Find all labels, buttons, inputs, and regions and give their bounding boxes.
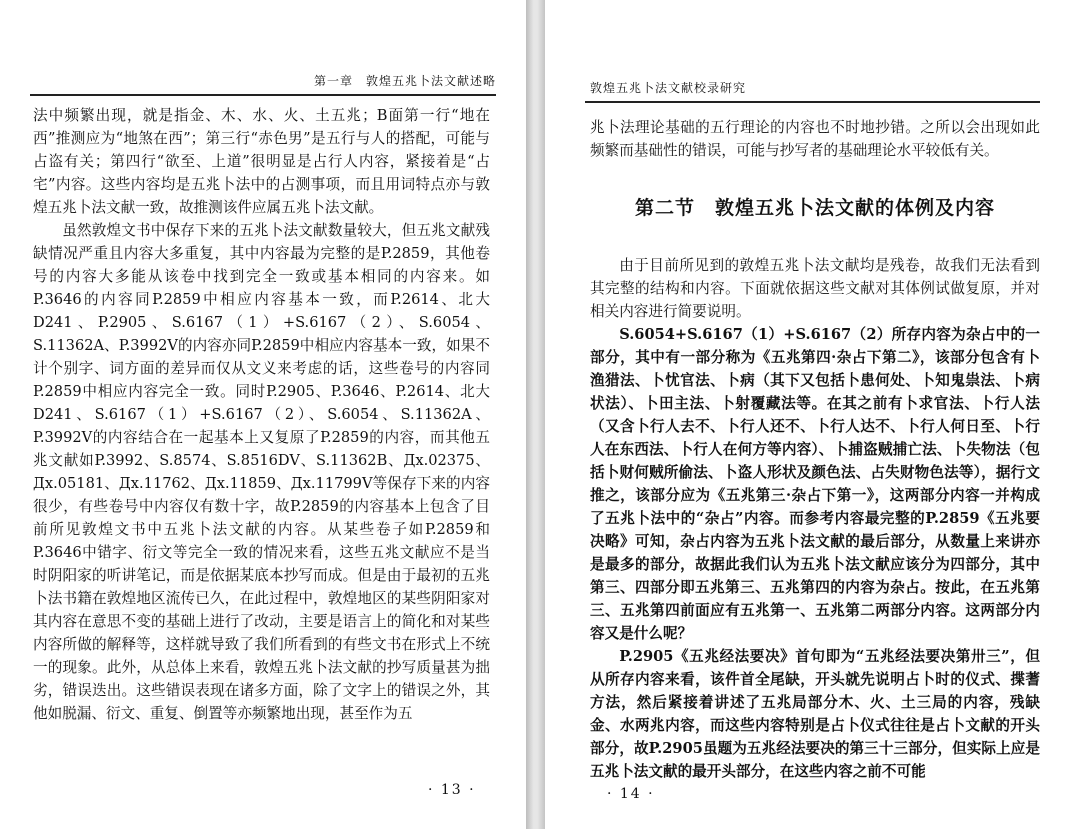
left-body-text [33,104,490,725]
left-page-number: · 13 · [428,782,476,798]
right-intro-text [590,116,1040,162]
right-header-rule [585,101,1040,103]
right-body-text [590,254,1040,783]
right-paragraph-3: P.2905《五兆经法要决》首句即为“五兆经法要决第卅三”，但从所存内容来看，该件首全尾缺，开头就先说明占卜时的仪式、揲蓍方法，然后紧接着讲述了五兆局部分木、火、土三局的内容，残缺金、水两兆内容，而这些内容特别是占卜仪式往往是占卜文献的开头部分，故P.2905虽题为五兆经法要决的第三十三部分，但实际上应是五兆卜法文献的最开头部分，在这些内容之前不可能 [590,648,1040,780]
left-paragraph-2: 虽然敦煌文书中保存下来的五兆卜法文献数量较大，但五兆文献残缺情况严重且内容大多重复，其中内容最为完整的是P.2859，其他卷号的内容大多能从该卷中找到完全一致或基本相同的内容来。如P.3646的内容同P.2859中相应内容基本一致，而P.2614、北大D241、P.2905、S.6167（1）+S.6167（2）、S.6054、S.11362A、P.3992V的内容亦同P.2859中相应内容基本一致，如果不计个别字、词方面的差异而仅从文义来考虑的话，这些卷号的内容同P.2859中相应内容完全一致。同时P.2905、P.3646、P.2614、北大D241、S.6167（1）+S.6167（2）、S.6054、S.11362A、P.3992V的内容结合在一起基本上又复原了P.2859的内容，而其他五兆文献如P.3992、S.8574、S.8516DV、S.11362B、Дx.02375、Дx.05181、Дx.11762、Дx.11859、Дx.11799V等保存下来的内容很少，有些卷号中内容仅有数十字，故P.2859的内容基本上包含了目前所见敦煌文书中五兆卜法文献的内容。从某些卷子如P.2859和P.3646中错字、衍文等完全一致的情况来看，这些五兆文献应不是当时阴阳家的听讲笔记，而是依据某底本抄写而成。但是由于最初的五兆卜法书籍在敦煌地区流传已久，在此过程中，敦煌地区的某些阴阳家对其内容在意思不变的基础上进行了改动，主要是语言上的简化和对某些内容所做的解释等，这样就导致了我们所看到的有些文书在形式上不统一的现象。此外，从总体上来看，敦煌五兆卜法文献的抄写质量甚为拙劣，错误迭出。这些错误表现在诸多方面，除了文字上的错误之外，其他如脱漏、衍文、重复、倒置等亦频繁地出现，甚至作为五 [33,222,490,722]
left-running-header: 第一章 敦煌五兆卜法文献述略 [313,74,496,88]
right-paragraph-1: 由于目前所见到的敦煌五兆卜法文献均是残卷，故我们无法看到其完整的结构和内容。下面就依据这些文献对其体例试做复原，并对相关内容进行简要说明。 [590,257,1040,320]
right-page [545,0,1073,829]
page-gutter [526,0,545,829]
left-page [0,0,526,829]
right-running-header: 敦煌五兆卜法文献校录研究 [590,81,747,95]
right-intro-paragraph: 兆卜法理论基础的五行理论的内容也不时地抄错。之所以会出现如此频繁而基础性的错误，可能与抄写者的基础理论水平较低有关。 [590,119,1040,159]
left-header-rule [30,94,496,96]
right-page-number: · 14 · [607,786,655,802]
right-paragraph-2: S.6054+S.6167（1）+S.6167（2）所存内容为杂占中的一部分，其中有一部分称为《五兆第四·杂占下第二》，该部分包含有卜渔猎法、卜忧官法、卜病（其下又包括卜患何处、卜知鬼祟法、卜病状法）、卜田主法、卜射覆藏法等。在其之前有卜求官法、卜行人法（又含卜行人去不、卜行人还不、卜行人达不、卜行人何日至、卜行人在东西法、卜行人在何方等内容）、卜捕盗贼捕亡法、卜失物法（包括卜财何贼所偷法、卜盗人形状及颜色法、占失财物色法等），据行文推之，该部分应为《五兆第三·杂占下第一》，这两部分内容一并构成了五兆卜法中的“杂占”内容。而参考内容最完整的P.2859《五兆要决略》可知，杂占内容为五兆卜法文献的最后部分，从数量上来讲亦是最多的部分，故据此我们认为五兆卜法文献应该分为四部分，其中第三、四部分即五兆第三、五兆第四的内容为杂占。按此，在五兆第三、五兆第四前面应有五兆第一、五兆第二两部分内容。这两部分内容又是什么呢？ [590,326,1040,642]
section-title: 第二节 敦煌五兆卜法文献的体例及内容 [634,197,995,219]
left-paragraph-1: 法中频繁出现，就是指金、木、水、火、土五兆；B面第一行“地在西”推测应为“地煞在西”；第三行“赤色男”是五行与人的搭配，可能与占盗有关；第四行“欲至、上道”很明显是占行人内容，紧接着是“占宅”内容。这些内容均是五兆卜法中的占测事项，而且用词特点亦与敦煌五兆卜法文献一致，故推测该件应属五兆卜法文献。 [33,107,490,216]
